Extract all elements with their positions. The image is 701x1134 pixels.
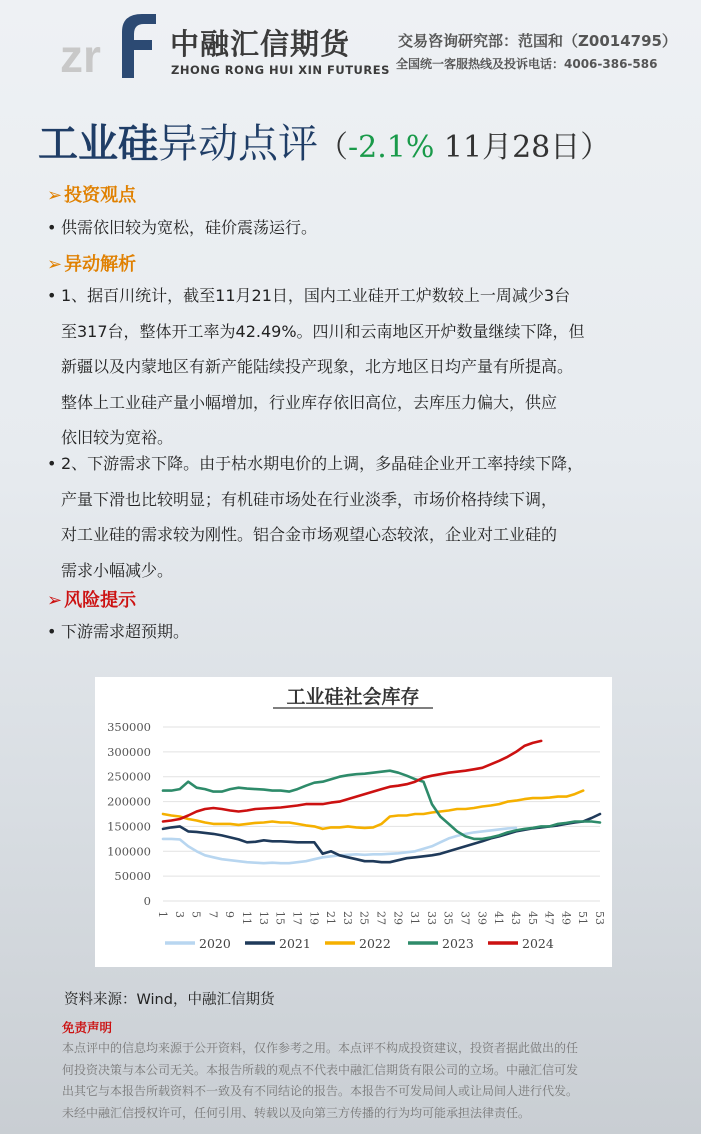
logo-english-name: ZHONG RONG HUI XIN FUTURES: [171, 63, 390, 77]
inventory-chart: [95, 677, 612, 967]
disclaimer-line: 未经中融汇信授权许可，任何引用、转载以及向第三方传播的行为均可能承担法律责任。: [62, 1105, 531, 1120]
series-line-2023: [163, 771, 600, 839]
chart-svg: [95, 677, 612, 967]
x-tick-label: 45: [525, 911, 539, 925]
x-tick-label: 11: [240, 911, 254, 925]
disclaimer-line: 何投资决策与本公司无关。本报告所载的观点不代表中融汇信期货有限公司的立场。中融汇信可发: [62, 1062, 579, 1077]
disclaimer-line: 出其它与本报告所载资料不一致及有不同结论的报告。本报告不可发局间人或让局间人进行代发。: [62, 1084, 579, 1098]
arrow-icon: ➢: [47, 185, 63, 206]
legend-label-2020: 2020: [199, 936, 231, 951]
analyst-contact: 交易咨询研究部：范国和（Z0014795）: [398, 32, 677, 50]
x-tick-label: 9: [223, 911, 237, 918]
y-tick-label: 250000: [107, 769, 151, 784]
x-tick-label: 35: [441, 911, 455, 925]
logo-chinese-name: 中融汇信期货: [170, 27, 351, 61]
x-tick-label: 27: [374, 911, 388, 925]
x-tick-label: 25: [357, 911, 371, 925]
text-line: 供需依旧较为宽松，硅价震荡运行。: [61, 218, 318, 237]
x-tick-label: 5: [189, 911, 203, 918]
svg-text:zr: zr: [60, 30, 101, 80]
text-line: 产量下滑也比较明显；有机硅市场处在行业淡季，市场价格持续下调，: [61, 489, 558, 509]
y-tick-label: 350000: [107, 720, 151, 734]
legend-label-2024: 2024: [522, 936, 554, 951]
page-title: [38, 112, 610, 169]
x-tick-label: 33: [424, 911, 438, 925]
x-tick-label: 43: [508, 911, 522, 925]
arrow-icon: ➢: [47, 590, 63, 611]
x-tick-label: 15: [273, 911, 287, 925]
y-tick-label: 100000: [107, 844, 151, 859]
section-heading-label: 风险提示: [64, 590, 137, 611]
title-topic: 异动点评: [158, 121, 318, 167]
text-line: 新疆以及内蒙地区有新产能陆续投产现象，北方地区日均产量有所提高。: [61, 357, 574, 376]
text-line: 需求小幅减少。: [61, 560, 174, 580]
title-date: 11月28日）: [434, 130, 611, 165]
section-heading-risk: [47, 586, 136, 612]
company-logo-icon: [60, 10, 160, 80]
list-item: [47, 278, 585, 456]
x-tick-label: 17: [290, 911, 304, 925]
text-line: 2、下游需求下降。由于枯水期电价的上调，多晶硅企业开工率持续下降，: [61, 454, 584, 473]
header: [0, 0, 701, 95]
arrow-icon: ➢: [47, 254, 63, 275]
list-item: [47, 614, 189, 650]
text-line: 依旧较为宽裕。: [61, 428, 174, 447]
legend-label-2023: 2023: [442, 936, 474, 951]
y-tick-label: 200000: [107, 794, 151, 809]
x-tick-label: 1: [156, 911, 169, 918]
bullet-dot-icon: •: [47, 454, 57, 473]
bullet-dot-icon: •: [47, 622, 57, 641]
x-tick-label: 23: [340, 911, 354, 925]
y-tick-label: 50000: [114, 869, 151, 884]
list-item: [47, 446, 583, 588]
x-tick-label: 47: [542, 911, 556, 925]
x-tick-label: 37: [458, 911, 472, 925]
disclaimer-body: [62, 1038, 578, 1124]
x-tick-label: 31: [408, 911, 422, 925]
x-tick-label: 19: [307, 911, 321, 925]
bullet-dot-icon: •: [47, 286, 57, 305]
title-product: 工业硅: [38, 121, 158, 167]
data-source: 资料来源：Wind，中融汇信期货: [64, 992, 275, 1008]
section-heading-label: 投资观点: [64, 185, 137, 206]
text-line: 1、据百川统计，截至11月21日，国内工业硅开工炉数较上一周减少3台: [61, 286, 571, 305]
section-heading-view: [47, 181, 136, 207]
chart-title: 工业硅社会库存: [286, 686, 420, 708]
hotline-contact: 全国统一客服热线及投诉电话：4006-386-586: [396, 57, 658, 71]
disclaimer-line: 本点评中的信息均来源于公开资料，仅作参考之用。本点评不构成投资建议，投资者据此做出的任: [62, 1041, 579, 1055]
section-heading-label: 异动解析: [64, 254, 137, 275]
title-open-paren: （: [318, 130, 348, 165]
x-tick-label: 51: [576, 911, 590, 925]
y-tick-label: 150000: [107, 819, 151, 834]
text-line: 对工业硅的需求较为刚性。铝合金市场观望心态较浓，企业对工业硅的: [61, 525, 558, 544]
text-line: 至317台，整体开工率为42.49%。四川和云南地区开炉数量继续下降，但: [61, 321, 585, 341]
bullet-dot-icon: •: [47, 218, 57, 237]
disclaimer-heading: 免责声明: [62, 1020, 113, 1035]
list-item: [47, 210, 317, 246]
title-change-pct: -2.1%: [348, 130, 435, 165]
x-tick-label: 21: [324, 911, 338, 925]
x-tick-label: 7: [206, 911, 220, 918]
text-line: 整体上工业硅产量小幅增加，行业库存依旧高位，去库压力偏大，供应: [61, 392, 558, 412]
x-tick-label: 49: [559, 911, 573, 925]
x-tick-label: 41: [492, 911, 506, 925]
y-tick-label: 0: [143, 894, 151, 908]
series-line-2024: [163, 741, 541, 822]
x-tick-label: 13: [256, 911, 270, 925]
x-tick-label: 53: [593, 911, 606, 925]
section-heading-analysis: [47, 250, 136, 276]
y-tick-label: 300000: [107, 744, 151, 759]
legend-label-2022: 2022: [359, 936, 391, 951]
x-tick-label: 39: [475, 911, 489, 925]
legend-label-2021: 2021: [279, 936, 311, 951]
text-line: 下游需求超预期。: [61, 622, 190, 641]
x-tick-label: 3: [172, 911, 186, 918]
x-tick-label: 29: [391, 911, 405, 925]
